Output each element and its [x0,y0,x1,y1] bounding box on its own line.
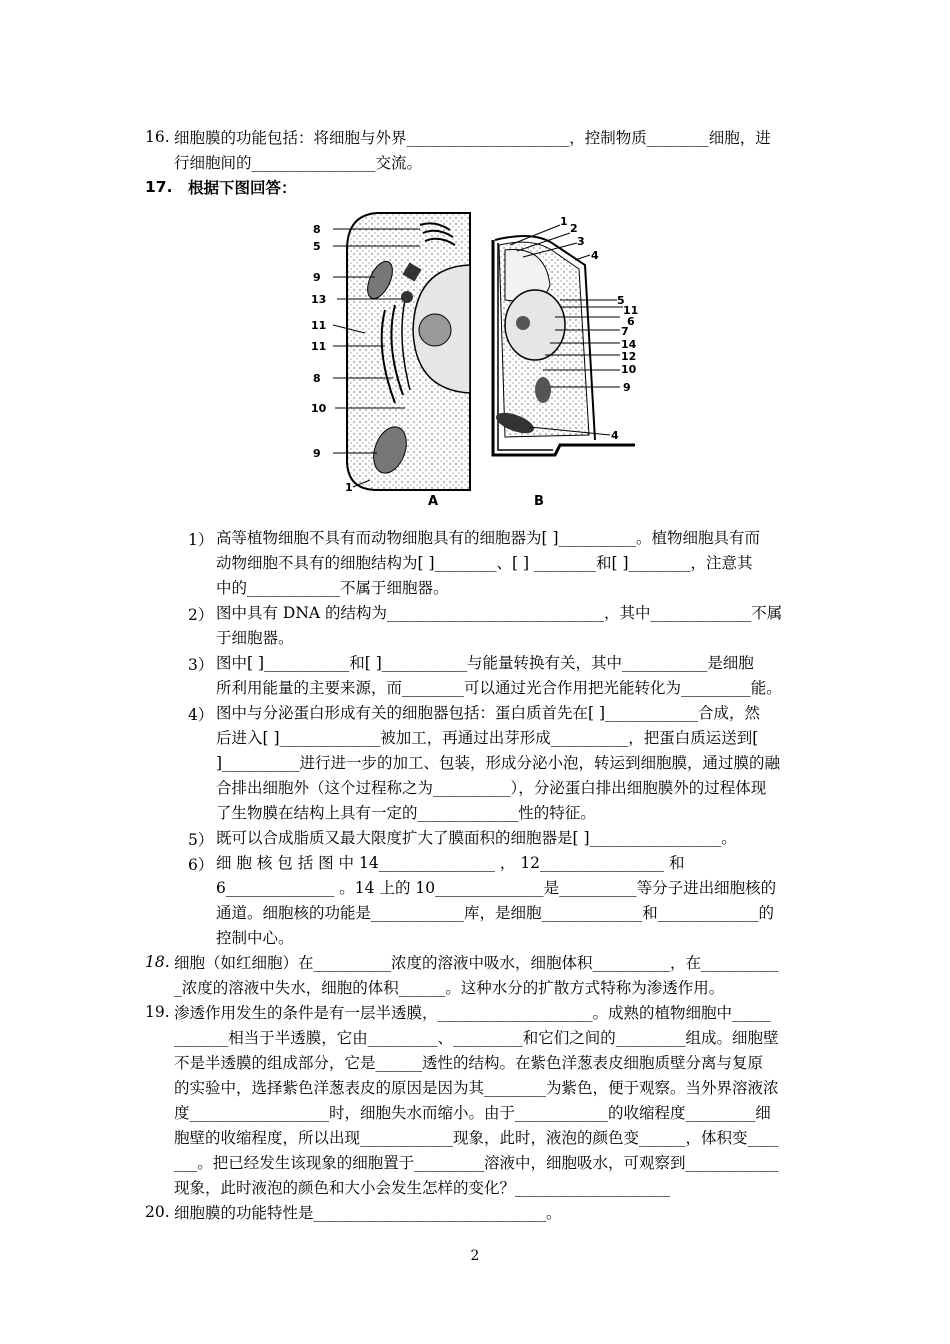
subquestion-number: 2） [188,606,214,624]
label-9: 9 [313,271,321,284]
question-number: 17. [145,178,173,196]
question-19-line-5: 度__________________时，细胞失水而缩小。由于____________的收缩程度_________细 [174,1104,771,1122]
sub5-line-1: 既可以合成脂质又最大限度扩大了膜面积的细胞器是[ ]_________________。 [216,829,737,847]
label-8: 8 [313,372,321,385]
sub4-line-2: 后进入[ ]_____________被加工，再通过出芽形成__________，把蛋白质运送到[ [216,729,759,747]
question-number: 18. [145,953,170,971]
label-4: 4 [591,249,599,262]
label-7: 7 [621,325,629,338]
label-11: 11 [311,319,327,332]
subquestion-number: 5） [188,831,214,849]
label-5: 5 [313,240,321,253]
question-20-line-1: 细胞膜的功能特性是______________________________。 [174,1204,562,1222]
sub6-line-4: 控制中心。 [216,929,294,947]
question-number: 20. [145,1203,170,1221]
sub4-line-4: 合排出细胞外（这个过程称之为__________），分泌蛋白排出细胞膜外的过程体现 [216,779,767,797]
label-6: 6 [627,315,635,328]
question-18-line-1: 细胞（如红细胞）在__________浓度的溶液中吸水，细胞体积__________，在__________ [174,954,779,972]
figure-label-a: A [428,494,439,509]
question-17-title: 根据下图回答： [188,179,297,197]
question-19-line-3: 不是半透膜的组成部分，它是______透性的结构。在紫色洋葱表皮细胞质壁分离与复原 [174,1054,764,1072]
label-11: 11 [623,304,639,317]
sub4-line-5: 了生物膜在结构上具有一定的_____________性的特征。 [216,804,596,822]
question-19-line-8: 现象，此时液泡的颜色和大小会发生怎样的变化？____________________ [174,1179,671,1197]
sub4-line-3: ]__________进行进一步的加工、包装，形成分泌小泡，转运到细胞膜，通过膜的融 [216,754,781,772]
figure-label-b: B [534,494,544,509]
cell-diagram [305,205,645,510]
label-2: 2 [570,222,578,235]
sub6-line-3: 通道。细胞核的功能是____________库，是细胞_____________和_____________的 [216,904,775,922]
label-5: 5 [617,294,625,307]
cell-diagram-svg [305,205,645,510]
label-13: 13 [311,293,327,306]
question-19-line-6: 胞壁的收缩程度，所以出现____________现象，此时，液泡的颜色变______，体积变____ [174,1129,779,1147]
label-10: 10 [621,363,637,376]
sub4-line-1: 图中与分泌蛋白形成有关的细胞器包括：蛋白质首先在[ ]____________合成，然 [216,704,761,722]
sub1-line-3: 中的____________不属于细胞器。 [216,579,449,597]
label-8: 8 [313,223,321,236]
question-19-line-1: 渗透作用发生的条件是有一层半透膜，____________________。成熟的植物细胞中_____ [174,1004,771,1022]
label-10: 10 [311,402,327,415]
label-14: 14 [621,338,637,351]
sub3-line-1: 图中[ ]___________和[ ]___________与能量转换有关，其中___________是细胞 [216,654,754,672]
label-1: 1 [345,481,353,494]
sub6-line-1: 细 胞 核 包 括 图 中 14_______________ ， 12________________ 和 [216,854,685,872]
sub2-line-2: 于细胞器。 [216,629,294,647]
question-19-line-2: _______相当于半透膜，它由_________、_________和它们之间的_________组成。细胞壁 [174,1029,779,1047]
subquestion-number: 3） [188,656,214,674]
subquestion-number: 6） [188,856,214,874]
label-3: 3 [577,235,585,248]
sub3-line-2: 所利用能量的主要来源，而________可以通过光合作用把光能转化为_________能。 [216,679,782,697]
sub6-line-2: 6______________ 。14 上的 10______________是__________等分子进出细胞核的 [216,879,777,897]
label-12: 12 [621,350,637,363]
sub2-line-1: 图中具有 DNA 的结构为____________________________，其中_____________不属 [216,604,783,622]
subquestion-number: 1） [188,531,214,549]
question-16-line-1: 细胞膜的功能包括：将细胞与外界_____________________，控制物质________细胞，进 [174,129,771,147]
question-18-line-2: _浓度的溶液中失水，细胞的体积______。这种水分的扩散方式特称为渗透作用。 [174,979,725,997]
subquestion-number: 4） [188,706,214,724]
question-19-line-7: ___。把已经发生该现象的细胞置于_________溶液中，细胞吸水，可观察到____________ [174,1154,779,1172]
question-16-line-2: 行细胞间的________________交流。 [174,154,423,172]
label-4: 4 [611,429,619,442]
question-number: 19. [145,1003,170,1021]
question-number: 16. [145,128,170,146]
label-1: 1 [560,215,568,228]
label-9: 9 [313,447,321,460]
page-number: 2 [470,1248,480,1264]
sub1-line-1: 高等植物细胞不具有而动物细胞具有的细胞器为[ ]__________。植物细胞具有而 [216,529,761,547]
sub1-line-2: 动物细胞不具有的细胞结构为[ ]________、[ ] ________和[ ]________，注意其 [216,554,753,572]
question-19-line-4: 的实验中，选择紫色洋葱表皮的原因是因为其________为紫色，便于观察。当外界溶液浓 [174,1079,779,1097]
label-9: 9 [623,381,631,394]
label-11: 11 [311,340,327,353]
